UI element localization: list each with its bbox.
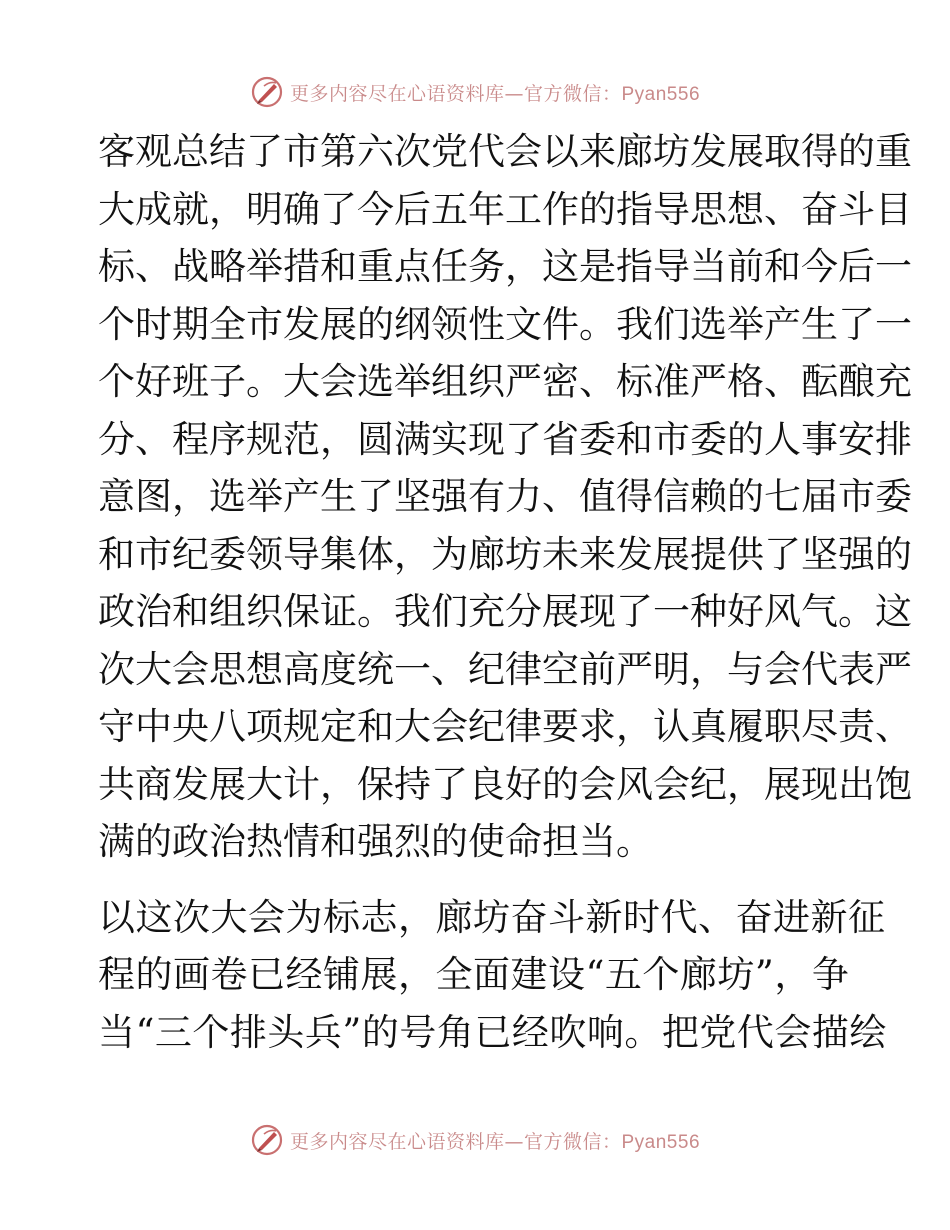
text-line: 个时期全市发展的纲领性文件。我们选举产生了一 [98,302,912,346]
watermark-wechat-id: Pyan556 [621,83,701,105]
paragraph-1 [98,123,912,871]
text-line: 分、程序规范，圆满实现了省委和市委的人事安排 [98,417,912,461]
text-line: 政治和组织保证。我们充分展现了一种好风气。这 [98,590,912,633]
text-line: 大成就，明确了今后五年工作的指导思想、奋斗目 [98,187,912,231]
watermark-text: 更多内容尽在心语资料库 [289,1130,505,1153]
watermark-wechat-id: Pyan556 [621,1131,701,1153]
text-line: 程的画卷已经铺展，全面建设“五个廊坊”，争 [98,953,850,996]
text-line: 标、战略举措和重点任务，这是指导当前和今后一 [98,245,912,288]
watermark-wechat-label: 官方微信： [523,1130,622,1153]
watermark-wechat-label: 官方微信： [523,82,622,105]
quill-pen-logo-icon [250,1123,284,1157]
text-line: 满的政治热情和强烈的使命担当。 [98,820,653,863]
header-watermark [0,72,950,112]
text-line: 个好班子。大会选举组织严密、标准严格、酝酿充 [98,360,912,403]
text-line: 守中央八项规定和大会纪律要求，认真履职尽责、 [98,705,912,748]
text-line: 次大会思想高度统一、纪律空前严明，与会代表严 [98,647,912,691]
text-line: 当“三个排头兵”的号角已经吹响。把党代会描绘 [98,1010,887,1054]
document-body [98,123,912,1061]
text-line: 和市纪委领导集体，为廊坊未来发展提供了坚强的 [98,532,912,576]
text-line: 共商发展大计，保持了良好的会风会纪，展现出饱 [98,762,912,806]
watermark-separator: — [504,82,524,105]
text-line: 以这次大会为标志，廊坊奋斗新时代、奋进新征 [98,895,886,939]
quill-pen-logo-icon [250,75,284,109]
text-line: 意图，选举产生了坚强有力、值得信赖的七届市委 [98,475,912,518]
footer-watermark [0,1120,950,1160]
watermark-separator: — [504,1130,524,1153]
paragraph-2 [98,889,887,1062]
text-line: 客观总结了市第六次党代会以来廊坊发展取得的重 [98,130,912,173]
watermark-text: 更多内容尽在心语资料库 [289,82,505,105]
